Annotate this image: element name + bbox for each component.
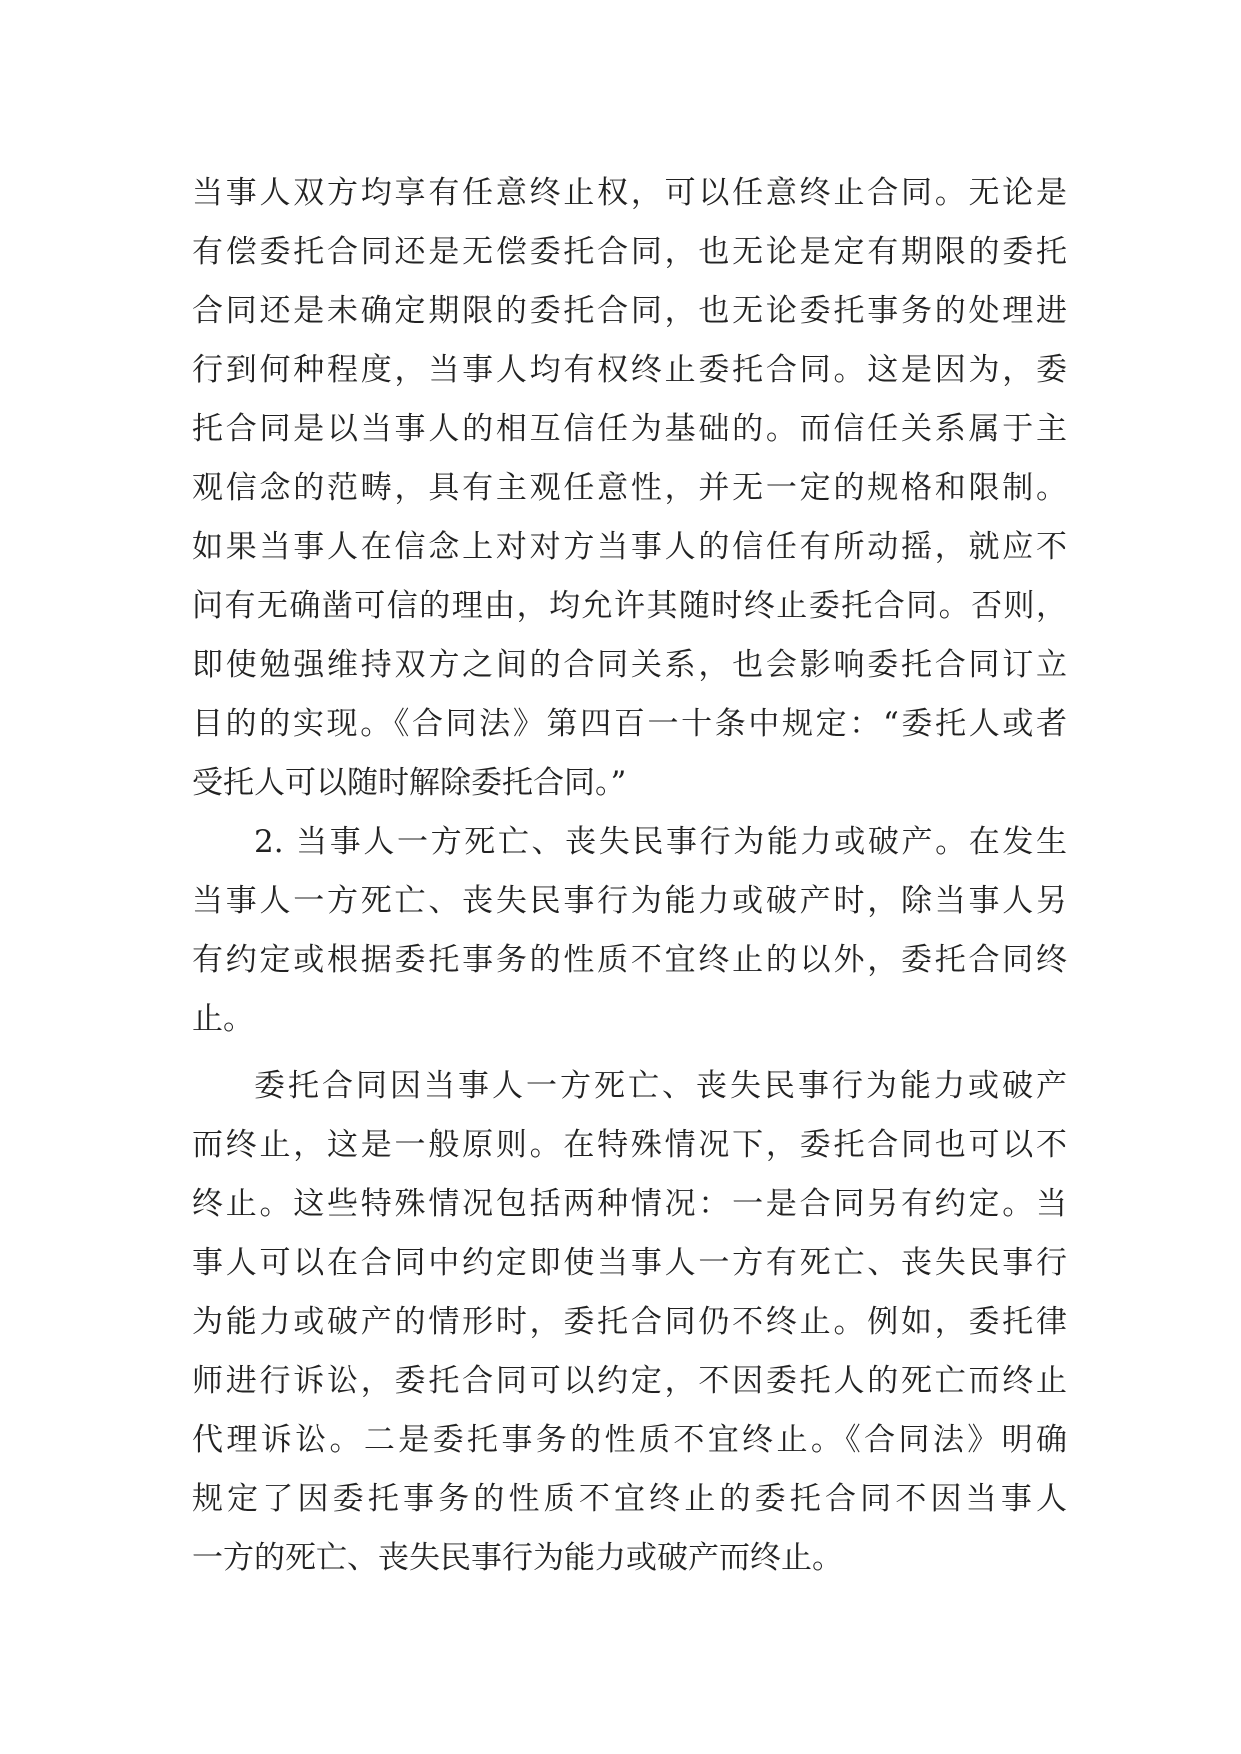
paragraph-3	[192, 1057, 1067, 1588]
text-line: 为能力或破产的情形时，委托合同仍不终止。例如，委托律	[192, 1304, 1067, 1340]
text-line: 规定了因委托事务的性质不宜终止的委托合同不因当事人	[192, 1481, 1067, 1517]
body-text	[192, 164, 1067, 1588]
text-line: 止。	[192, 1001, 254, 1037]
text-line: 师进行诉讼，委托合同可以约定，不因委托人的死亡而终止	[192, 1363, 1067, 1399]
text-line: 事人可以在合同中约定即使当事人一方有死亡、丧失民事行	[192, 1245, 1067, 1281]
text-line: 委托合同因当事人一方死亡、丧失民事行为能力或破产	[254, 1068, 1067, 1104]
text-line: 如果当事人在信念上对对方当事人的信任有所动摇，就应不	[192, 529, 1067, 565]
text-line: 代理诉讼。二是委托事务的性质不宜终止。《合同法》明确	[192, 1422, 1067, 1458]
text-line: 行到何种程度，当事人均有权终止委托合同。这是因为，委	[192, 352, 1067, 388]
text-line: 即使勉强维持双方之间的合同关系，也会影响委托合同订立	[192, 647, 1067, 683]
text-line: 当事人一方死亡、丧失民事行为能力或破产时，除当事人另	[192, 883, 1067, 919]
text-line: 有偿委托合同还是无偿委托合同，也无论是定有期限的委托	[192, 234, 1067, 270]
text-line: 当事人双方均享有任意终止权，可以任意终止合同。无论是	[192, 175, 1067, 211]
text-line: 一方的死亡、丧失民事行为能力或破产而终止。	[192, 1540, 843, 1576]
text-line: 而终止，这是一般原则。在特殊情况下，委托合同也可以不	[192, 1127, 1067, 1163]
text-line: 合同还是未确定期限的委托合同，也无论委托事务的处理进	[192, 293, 1067, 329]
paragraph-spacer	[192, 1049, 1067, 1057]
paragraph-2	[192, 813, 1067, 1049]
text-line: 终止。这些特殊情况包括两种情况：一是合同另有约定。当	[192, 1186, 1067, 1222]
text-line: 有约定或根据委托事务的性质不宜终止的以外，委托合同终	[192, 942, 1067, 978]
text-line: 目的的实现。《合同法》第四百一十条中规定：“委托人或者	[192, 706, 1067, 742]
paragraph-1	[192, 164, 1067, 813]
text-line: 受托人可以随时解除委托合同。”	[192, 765, 627, 801]
text-line: 观信念的范畴，具有主观任意性，并无一定的规格和限制。	[192, 470, 1067, 506]
text-line: 2. 当事人一方死亡、丧失民事行为能力或破产。在发生	[254, 824, 1067, 860]
text-line: 托合同是以当事人的相互信任为基础的。而信任关系属于主	[192, 411, 1067, 447]
text-line: 问有无确凿可信的理由，均允许其随时终止委托合同。否则，	[192, 588, 1067, 624]
